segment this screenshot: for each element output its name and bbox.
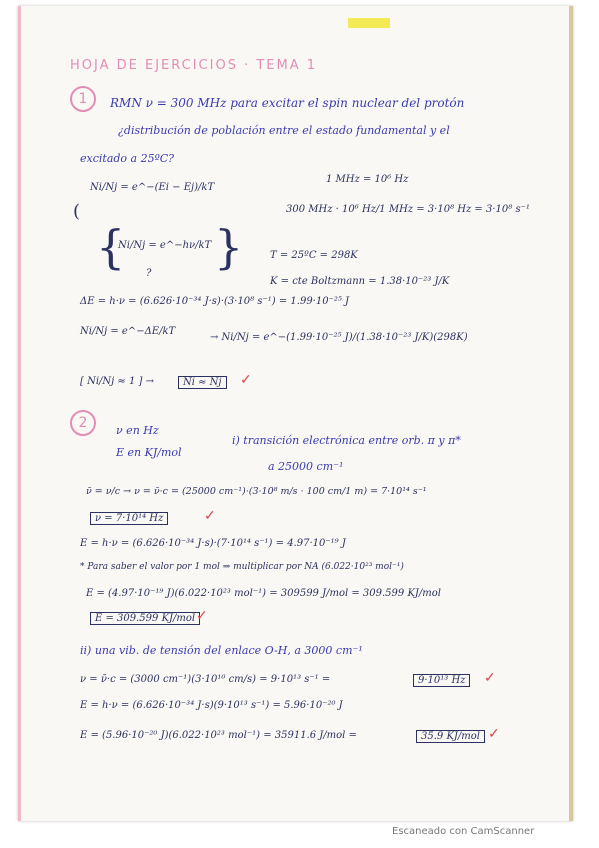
ex2-unit-energy: E en KJ/mol [116,446,182,459]
ex1-statement-line3: excitado a 25ºC? [80,152,175,165]
ex2-part-ii-molar-calc: E = (5.96·10⁻²⁰ J)(6.022·10²³ mol⁻¹) = 35911.6 J/mol = [80,730,357,741]
ex1-statement-line1: RMN ν = 300 MHz para excitar el spin nuclear del protón [110,96,465,110]
checkmark-icon: ✓ [240,372,252,388]
ex1-temperature: T = 25ºC = 298K [270,250,358,261]
ex1-frequency-conversion: 300 MHz · 10⁶ Hz/1 MHz = 3·10⁸ Hz = 3·10⁸ s⁻¹ [286,204,530,215]
sticky-tab [348,18,390,28]
ex2-part-i-wavenumber: a 25000 cm⁻¹ [268,460,344,473]
ex1-ratio-substitution: → Ni/Nj = e^−(1.99·10⁻²⁵ J)/(1.38·10⁻²³ J/K)(298K) [210,332,468,343]
ex1-statement-line2: ¿distribución de población entre el estado fundamental y el [118,124,450,137]
ex2-frequency-result: ν = 7·10¹⁴ Hz [90,512,168,525]
right-curly-brace: } [214,220,244,274]
ex1-population-ratio: Ni/Nj = e^−hν/kT [118,240,212,251]
ex1-final-answer: Ni ≈ Nj [178,376,227,389]
checkmark-icon: ✓ [196,608,208,624]
ex2-part-ii-statement: ii) una vib. de tensión del enlace O-H, a 3000 cm⁻¹ [80,644,363,657]
ex2-frequency-calc: ν̄ = ν/c → ν = ν̄·c = (25000 cm⁻¹)·(3·10⁸ m/s · 100 cm/1 m) = 7·10¹⁴ s⁻¹ [86,486,427,497]
ex2-part-i-statement: i) transición electrónica entre orb. π y π* [232,434,461,447]
ex1-result-ratio: [ Ni/Nj ≈ 1 ] → [80,376,154,387]
exercise-2-number: 2 [70,410,96,436]
ex1-unknown-mark: ? [146,268,152,279]
margin-line [18,6,21,821]
ex2-energy-calc: E = h·ν = (6.626·10⁻³⁴ J·s)·(7·10¹⁴ s⁻¹) = 4.97·10⁻¹⁹ J [80,538,346,549]
exercise-1-number: 1 [70,86,96,112]
ex1-ratio-expression: Ni/Nj = e^−ΔE/kT [80,326,176,337]
ex1-mhz-conversion: 1 MHz = 10⁶ Hz [326,174,409,185]
notebook-page [18,6,573,821]
ex2-molar-energy-calc: E = (4.97·10⁻¹⁹ J)(6.022·10²³ mol⁻¹) = 309599 J/mol = 309.599 KJ/mol [86,588,441,599]
ex1-energy-calc: ΔE = h·ν = (6.626·10⁻³⁴ J·s)·(3·10⁸ s⁻¹) = 1.99·10⁻²⁵ J [80,296,350,307]
ex2-part-ii-frequency-calc: ν = ν̄·c = (3000 cm⁻¹)(3·10¹⁰ cm/s) = 9·10¹³ s⁻¹ = [80,674,331,685]
page-edge [569,6,573,821]
left-curly-brace: { [96,220,126,274]
ex2-unit-frequency: ν en Hz [116,424,159,437]
ex2-part-ii-molar-result: 35.9 KJ/mol [416,730,485,743]
ex2-per-mol-note: * Para saber el valor por 1 mol ⇒ multiplicar por NA (6.022·10²³ mol⁻¹) [80,562,404,572]
ex2-part-ii-frequency-result: 9·10¹³ Hz [413,674,470,687]
ex2-molar-energy-result: E = 309.599 KJ/mol [90,612,200,625]
checkmark-icon: ✓ [204,508,216,524]
checkmark-icon: ✓ [484,670,496,686]
ex1-boltzmann-constant: K = cte Boltzmann = 1.38·10⁻²³ J/K [270,276,450,287]
checkmark-icon: ✓ [488,726,500,742]
ex1-boltzmann-eq: Ni/Nj = e^−(Ei − Ej)/kT [90,182,215,193]
page-title: HOJA DE EJERCICIOS · TEMA 1 [70,58,318,73]
scanner-watermark: Escaneado con CamScanner [392,826,535,837]
left-brace: ( [73,201,81,222]
ex2-part-ii-energy-calc: E = h·ν = (6.626·10⁻³⁴ J·s)(9·10¹³ s⁻¹) = 5.96·10⁻²⁰ J [80,700,343,711]
